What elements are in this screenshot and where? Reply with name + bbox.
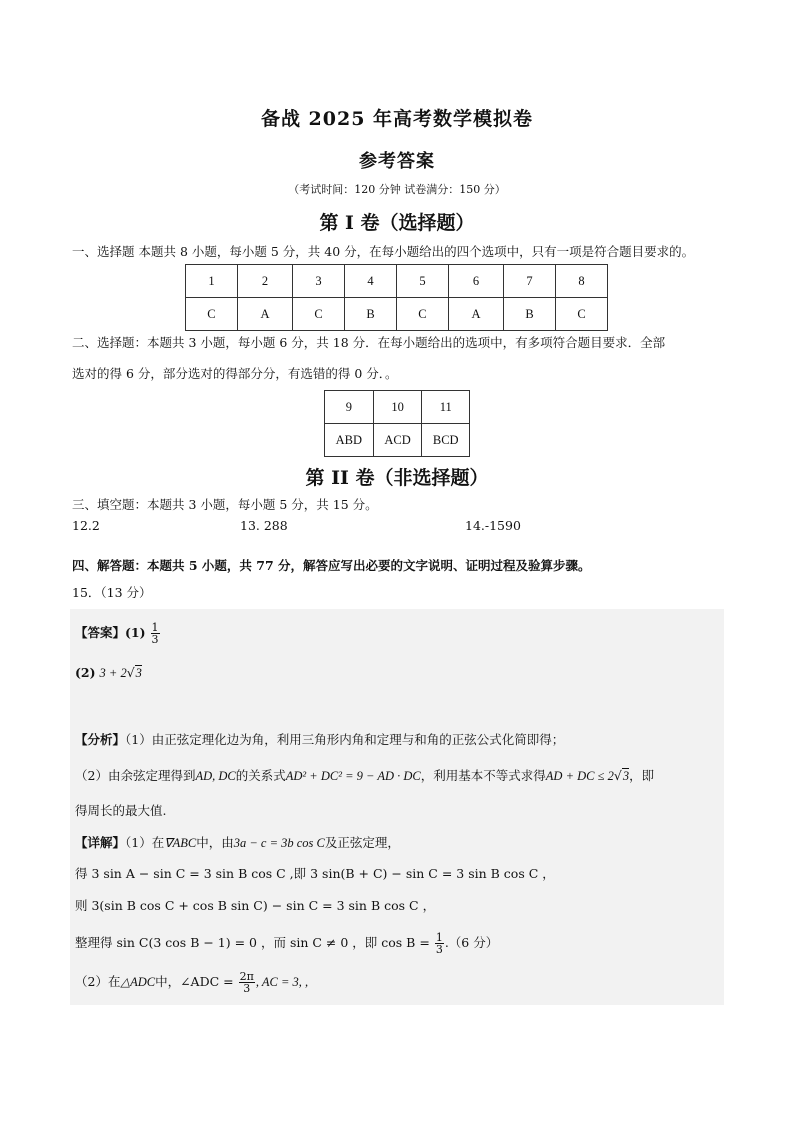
answer2-prefix: (2) [75,665,96,680]
question-number-cell: 8 [555,265,607,298]
part1-heading: 第 I 卷（选择题） [319,212,475,234]
answer-cell: C [293,298,345,331]
answer-tag: 【答案】 [75,625,126,640]
answer1-numerator: 1 [151,621,159,634]
detail1-math-d: 3a − c = 3b cos C [233,836,325,850]
table-row [325,424,470,457]
detail1-text-e: 及正弦定理， [324,835,400,850]
table-row [186,298,608,331]
detail5-text-c: 中，∠ADC = [155,974,234,989]
section3-intro: 三、填空题：本题共 3 小题，每小题 5 分，共 15 分。 [72,497,378,512]
answer1-prefix: (1) [125,625,146,640]
part2-heading: 第 II 卷（非选择题） [305,467,489,489]
analysis2-text-c: 的关系式 [235,768,286,783]
answer2-value: 3 + 2 [99,666,127,680]
section2-intro-line1: 二、选择题：本题共 3 小题，每小题 6 分，共 18 分．在每小题给出的选项中，有多项符合题目要求．全部 [72,335,666,350]
answer2-radicand: 3 [135,666,142,680]
detail1-math-b: ∇ABC [164,836,197,850]
analysis2-math-f: AD + DC ≤ 2 [545,769,614,783]
cosb-fraction [435,932,444,955]
answer-key-subtitle: 参考答案 [359,151,435,172]
detail-line-1 [75,833,400,853]
detail5-math-b: △ADC [120,975,156,989]
analysis-line-2: （2）由余弦定理得到AD, DC的关系式AD² + DC² = 9 − AD · DC，利用基本不等式求得AD + DC ≤ 2√3，即 [75,768,655,783]
question-15-label: 15．（13 分） [72,585,152,600]
question-number-cell: 1 [186,265,238,298]
answer1-fraction [151,622,160,645]
detail4-text-a: 整理得 sin C(3 cos B − 1) = 0 ，而 sin C ≠ 0 ，即 cos B = [75,935,430,950]
detail1-text-a: （1）在 [125,835,165,850]
exam-meta: （考试时间：120 分钟 试卷满分：150 分） [288,183,506,196]
analysis2-math-b: AD, DC [195,769,236,783]
fill-answer-14: 14.-1590 [465,518,521,533]
fill-answer-12: 12.2 [72,518,100,533]
analysis2-text-a: （2）由余弦定理得到 [75,768,196,783]
answer-cell: C [186,298,238,331]
fill-answer-13: 13. 288 [240,518,288,533]
cosb-denominator: 3 [435,943,443,956]
answer-cell: ABD [325,424,374,457]
answer-line-2: (2) 3 + 2√3 [75,665,142,680]
question-number-cell: 3 [293,265,345,298]
answer-cell: ACD [373,424,422,457]
analysis-line-3: 得周长的最大值. [75,803,167,818]
answer-cell: B [504,298,556,331]
answer-cell: C [396,298,448,331]
answer-cell: A [237,298,292,331]
answer-cell: B [345,298,397,331]
choice-answer-table [185,264,608,331]
question-number-cell: 5 [396,265,448,298]
question-number-cell: 7 [504,265,556,298]
detail1-text-c: 中，由 [196,835,234,850]
page-title: 备战 2025 年高考数学模拟卷 [260,108,534,130]
analysis-part1: （1）由正弦定理化边为角，利用三角形内角和定理与和角的正弦公式化简即得； [125,732,565,747]
answer-cell: BCD [422,424,470,457]
angle-fraction [239,971,255,994]
cosb-numerator: 1 [435,931,443,944]
multi-choice-answer-table [324,390,470,457]
table-row [186,265,608,298]
answer-cell: A [448,298,503,331]
question-number-cell: 9 [325,391,374,424]
analysis2-text-h: ，即 [629,768,655,783]
section1-intro: 一、选择题 本题共 8 小题，每小题 5 分，共 40 分，在每小题给出的四个选项中，只有一项是符合题目要求的。 [72,244,695,259]
question-number-cell: 4 [345,265,397,298]
table-row [325,391,470,424]
answer-cell: C [555,298,607,331]
detail5-text-a: （2）在 [75,974,121,989]
angle-denominator: 3 [243,982,251,995]
analysis2-radicand: 3 [622,769,630,783]
question-number-cell: 10 [373,391,422,424]
analysis-tag: 【分析】 [75,732,126,747]
section2-intro-line2: 选对的得 6 分，部分选对的得部分分，有选错的得 0 分．。 [72,366,398,381]
analysis2-math-d: AD² + DC² = 9 − AD · DC [285,769,421,783]
answer-line-1 [75,622,161,645]
question-number-cell: 11 [422,391,470,424]
section4-intro: 四、解答题：本题共 5 小题，共 77 分，解答应写出必要的文字说明、证明过程及验算步骤。 [72,558,591,573]
detail-line-2: 得 3 sin A − sin C = 3 sin B cos C ,即 3 sin(B + C) − sin C = 3 sin B cos C ， [75,866,555,881]
analysis2-text-e: ，利用基本不等式求得 [420,768,546,783]
answer1-denominator: 3 [151,633,159,646]
detail-line-5 [75,971,308,994]
detail-line-4 [75,932,498,955]
question-number-cell: 2 [237,265,292,298]
detail4-text-b: .（6 分） [444,935,499,950]
angle-numerator: 2π [239,970,254,983]
detail5-math-d: , AC = 3, , [255,975,309,989]
question-number-cell: 6 [448,265,503,298]
analysis-line-1 [75,730,564,750]
detail-line-3: 则 3(sin B cos C + cos B sin C) − sin C = 3 sin B cos C ， [75,898,436,913]
detail-tag: 【详解】 [75,835,126,850]
